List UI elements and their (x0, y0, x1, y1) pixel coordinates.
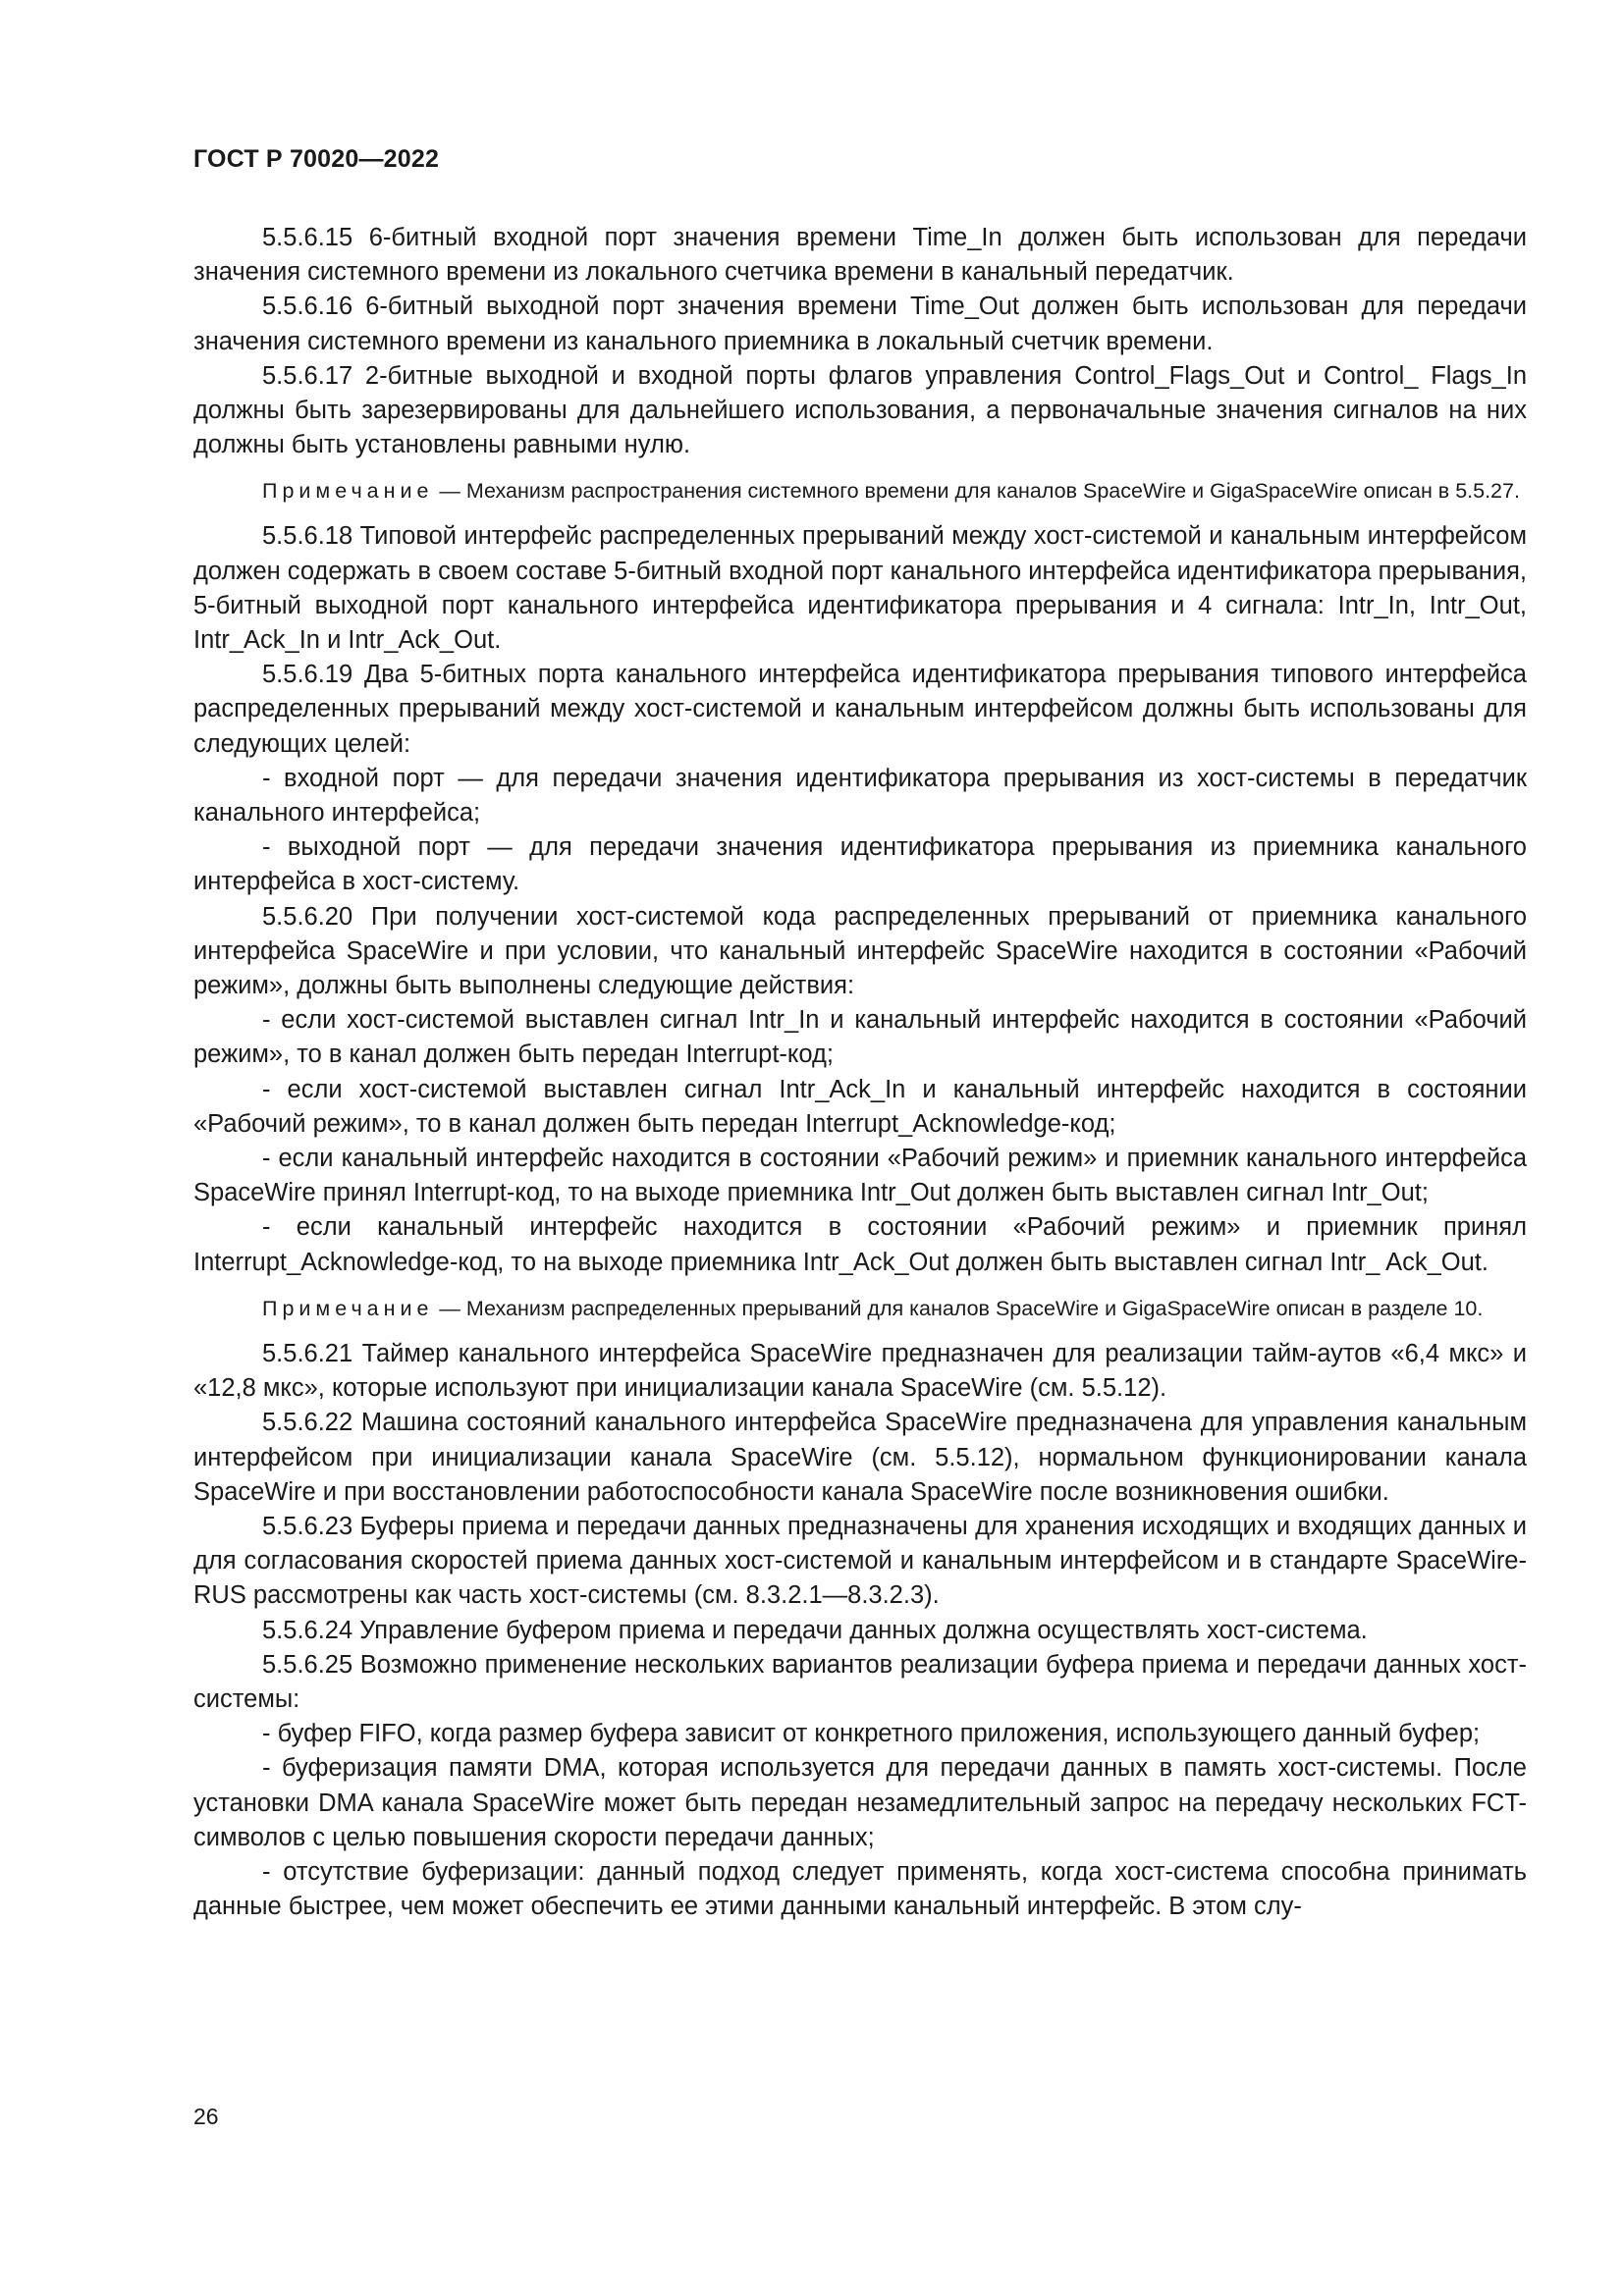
list-item: - если канальный интерфейс находится в состоянии «Рабочий режим» и приемник принял Interrupt_Acknowledge-код, то на выходе приемника Intr_Ack_Out должен быть выставлен сигнал Intr_ Ack_Out. (193, 1213, 1527, 1276)
paragraph: 5.5.6.22 Машина состояний канального интерфейса SpaceWire предназначена для управления канальным интерфейсом при инициализации канала SpaceWire (см. 5.5.12), нормальном функционировании канала SpaceWire и при восстановлении работоспособности канала SpaceWire после возникновения ошибки. (193, 1409, 1527, 1506)
paragraph: 5.5.6.19 Два 5-битных порта канального интерфейса идентификатора прерывания типового интерфейса распределенных прерываний между хост-системой и канальным интерфейсом должны быть использованы для следующих целей: (193, 661, 1527, 758)
paragraph: 5.5.6.17 2-битные выходной и входной порты флагов управления Control_Flags_Out и Control_ Flags_In должны быть зарезервированы для дальнейшего использования, а первоначальные значения сигналов на них должны быть установлены равными нулю. (193, 361, 1527, 459)
paragraph: 5.5.6.23 Буферы приема и передачи данных предназначены для хранения исходящих и входящих данных и для согласования скоростей приема данных хост-системой и канальным интерфейсом и в стандарте SpaceWire-RUS рассмотрены как часть хост-системы (см. 8.3.2.1—8.3.2.3). (193, 1512, 1527, 1610)
note (193, 476, 1527, 506)
list-item: - буферизация памяти DMA, которая используется для передачи данных в память хост-системы. После установки DMA канала SpaceWire может быть передан незамедлительный запрос на передачу нескольких FCT-символов с целью повышения скорости передачи данных; (193, 1754, 1527, 1851)
note-label: Примечание (262, 479, 434, 504)
paragraph: 5.5.6.18 Типовой интерфейс распределенных прерываний между хост-системой и канальным интерфейсом должен содержать в своем составе 5-битный входной порт канального интерфейса идентификатора прерывания, 5-битный выходной порт канального интерфейса идентификатора прерывания и 4 сигнала: Intr_In, Intr_Out, Intr_Ack_In и Intr_Ack_Out. (193, 522, 1527, 655)
list-item: - если канальный интерфейс находится в состоянии «Рабочий режим» и приемник канального интерфейса SpaceWire принял Interrupt-код, то на выходе приемника Intr_Out должен быть выставлен сигнал Intr_Out; (193, 1145, 1527, 1207)
list-item: - выходной порт — для передачи значения идентификатора прерывания из приемника канального интерфейса в хост-систему. (193, 833, 1527, 896)
list-item: - если хост-системой выставлен сигнал Intr_Ack_In и канальный интерфейс находится в состоянии «Рабочий режим», то в канал должен быть передан Interrupt_Acknowledge-код; (193, 1075, 1527, 1138)
note-label: Примечание (262, 1296, 434, 1320)
list-item: - если хост-системой выставлен сигнал Intr_In и канальный интерфейс находится в состоянии «Рабочий режим», то в канал должен быть передан Interrupt-код; (193, 1006, 1527, 1069)
note-text: — Механизм распределенных прерываний для каналов SpaceWire и GigaSpaceWire описан в разделе 10. (433, 1296, 1484, 1320)
list-item: - отсутствие буферизации: данный подход следует применять, когда хост-система способна принимать данные быстрее, чем может обеспечить ее этими данными канальный интерфейс. В этом слу- (193, 1857, 1527, 1921)
paragraph: 5.5.6.25 Возможно применение нескольких вариантов реализации буфера приема и передачи данных хост-системы: (193, 1650, 1527, 1713)
list-item: - буфер FIFO, когда размер буфера зависит от конкретного приложения, использующего данный буфер; (262, 1720, 1481, 1748)
list-item: - входной порт — для передачи значения идентификатора прерывания из хост-системы в передатчик канального интерфейса; (193, 764, 1527, 828)
page-number: 26 (193, 2104, 219, 2129)
standard-header: ГОСТ Р 70020—2022 (193, 145, 440, 173)
note (193, 1294, 1527, 1323)
paragraph: 5.5.6.24 Управление буфером приема и передачи данных должна осуществлять хост-система. (262, 1616, 1368, 1644)
document-body (193, 221, 1527, 1924)
paragraph: 5.5.6.20 При получении хост-системой кода распределенных прерываний от приемника канального интерфейса SpaceWire и при условии, что канальный интерфейс SpaceWire находится в состоянии «Рабочий режим», должны быть выполнены следующие действия: (193, 902, 1527, 1000)
note-text: — Механизм распространения системного времени для каналов SpaceWire и GigaSpaceWire описан в 5.5.27. (433, 479, 1520, 504)
paragraph: 5.5.6.21 Таймер канального интерфейса SpaceWire предназначен для реализации тайм-аутов «6,4 мкс» и «12,8 мкс», которые используют при инициализации канала SpaceWire (см. 5.5.12). (193, 1339, 1527, 1403)
paragraph: 5.5.6.16 6-битный выходной порт значения времени Time_Out должен быть использован для передачи значения системного времени из канального приемника в локальный счетчик времени. (193, 293, 1527, 355)
paragraph: 5.5.6.15 6-битный входной порт значения времени Time_In должен быть использован для передачи значения системного времени из локального счетчика времени в канальный передатчик. (193, 224, 1527, 287)
